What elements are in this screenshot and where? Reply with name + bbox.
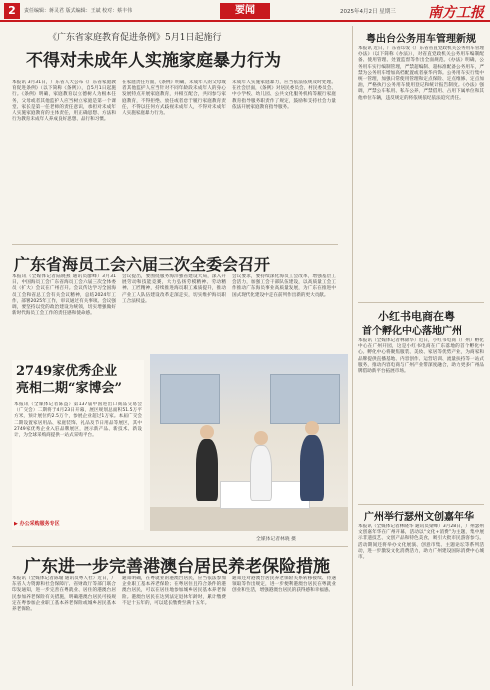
photo-person-1-head — [200, 425, 214, 439]
vehicle-headline: 粤出台公务用车管理新规 — [366, 34, 476, 45]
lead-column-3-text: 未成年人实施家庭暴力，应当依法依规及时处理。在社会层面，《条例》对居民委员会、村民委员会、中小学校、幼儿园、公共文化服务机构等履行家庭教育指导服务职责作了规定，鼓励和支持社会力量依法开展家庭教育指导服务。 — [232, 80, 336, 110]
carnival-body-text: 本报讯（全媒体记者林晓华 通讯员梁峰）3月28日，广州瑟州文创嘉年华在广州开幕，活动以“文化+消费”为主题，集中展示非遗技艺、文创产品和特色美食，吸引大批市民游客参与。活动期间还将举办文化展演、创意市集、主题论坛等系列活动，进一步激发文化消费活力，助力广州建设国际消费中心城市。 — [358, 524, 484, 561]
expo-body — [14, 402, 142, 518]
section-label: 要闻 — [220, 3, 270, 19]
xhs-headline-line1: 小红书电商在粤 — [378, 310, 455, 323]
union-column-3 — [232, 274, 336, 354]
union-column-3-text: 会议要求，要持续深化海员工会改革，增强基层工会活力，加强工会干部队伍建设，以高质量工会工作推动广东海员事业高质量发展，为广东在推进中国式现代化建设中走在前列作出新的更大贡献。 — [232, 274, 336, 298]
union-meeting-headline: 广东省海员工会六届三次全委会召开 — [14, 255, 271, 274]
section-divider — [12, 244, 338, 245]
photo-floor — [150, 507, 348, 531]
xhs-body-text: 本报讯（全媒体记者林锦华）近日，小红书电商（广州）孵化中心在广州开园，这是小红书电商在广东落地的首个孵化中心。孵化中心将聚焦服装、美妆、家居等优势产业，为商家和品牌提供直播基地、内容创作、运营培训、流量扶持等一站式服务，推动内容电商与广州产业带深度融合，助力更多广州品牌借助新平台拓展市场。 — [358, 338, 484, 375]
expo-photo — [150, 354, 348, 531]
editor-credits: 责任编辑：蒋灵君 版式编辑：王斌 校对：蔡丰伟 — [24, 8, 133, 14]
expo-headline-line2: 亮相二期“家博会” — [16, 381, 122, 396]
lead-column-3 — [232, 80, 336, 238]
expo-headline-line1: 2749家优秀企业 — [16, 364, 118, 379]
pension-column-1-text: 本报讯（全媒体记者陈瑜 通讯员粤人社）近日，广东省人力资源和社会保障厅、省财政厅等部门联合印发通知，进一步完善在粤就业、居住的港澳台居民参加养老保险有关措施，明确港澳台居民可按规定在粤参加企业职工基本养老保险或城乡居民基本养老保险。 — [12, 576, 116, 613]
lead-headline: 不得对未成年人实施家庭暴力行为 — [26, 51, 281, 71]
vehicle-body — [358, 46, 484, 298]
pension-column-3-text: 通知还对港澳台居民养老保险关系转移接续、待遇领取等作出规定，进一步便利港澳台居民在粤就业创业和生活，增强港澳台居民的获得感和幸福感。 — [232, 576, 336, 594]
pension-column-2 — [122, 576, 226, 684]
carnival-headline: 广州举行瑟州文创嘉年华 — [364, 512, 474, 523]
right-divider-2 — [358, 504, 484, 505]
pension-column-2-text: 通知明确，在粤就业的港澳台居民，应当依法参加企业职工基本养老保险；在粤居住且符合条件的港澳台居民，可以在居住地参加城乡居民基本养老保险。港澳台居民在达到法定退休年龄时，累计缴费不足十五年的，可以延长缴费至满十五年。 — [122, 576, 226, 606]
expo-body-text: 本报讯（全媒体记者陈益）第137届中国进出口商品交易会（广交会）二期将于4月23日开幕，展区规划总面积51.5万平方米，预计展位约2.5万个，参展企业超过1万家。本届广交会二期设置家居用品、家庭装饰、礼品及节日用品等展区，其中2749家优秀企业入驻品牌展区，展示新产品、新技术、新设计，为全球采购商提供一站式采购平台。 — [14, 402, 142, 439]
photo-display-shelf-right — [270, 374, 340, 424]
union-column-1-text: 本报讯（全媒体记者陆晓燕 通讯员廖峰）3月31日，中国海员工会广东省海员工会六届三次全体委员（扩大）会议在广州召开。会议传达学习全国海员工会和省总工会有关会议精神，总结2024年工作，部署2025年工作，审议通过有关事项。会议强调，要坚持以党的政治建设为统领，切实增强做好新时代海员工会工作的责任感和使命感。 — [12, 274, 116, 317]
lead-column-1-text: 本报讯 3月31日，广东省人大公布《广东省家庭教育促进条例》（以下简称《条例》），自5月1日起施行。《条例》明确，家庭教育以立德树人为根本任务，父母或者其他监护人应当树立家庭是第一个课堂、家长是第一任老师的责任意识，承担对未成年人实施家庭教育的主体责任，用正确思想、方法和行为教育未成年人养成良好思想、品行和习惯。 — [12, 80, 116, 123]
photo-caption: 全媒体记者林晓 摄 — [256, 537, 296, 542]
lead-column-2-text: 在家庭责任方面，《条例》明确，未成年人的父母或者其他监护人应当针对不同年龄段未成年人的身心发展特点开展家庭教育，并相互配合，共同参与家庭教育，不得拒绝、放任或者怠于履行家庭教育责任，不得以任何方式歧视未成年人，不得对未成年人实施家庭暴力行为。 — [122, 80, 226, 117]
lead-column-2 — [122, 80, 226, 238]
related-link[interactable]: ▶ 办公采购服务专区 — [14, 521, 60, 527]
masthead-logo: 南方工报 — [428, 5, 484, 21]
union-column-2 — [122, 274, 226, 354]
right-column-divider — [352, 26, 353, 686]
right-divider-1 — [358, 302, 484, 303]
issue-date: 2025年4月2日 星期三 — [340, 9, 396, 15]
carnival-body — [358, 524, 484, 684]
photo-person-2 — [250, 445, 272, 501]
photo-person-2-head — [254, 431, 268, 445]
section-divider-2 — [12, 546, 348, 547]
page-number: 2 — [4, 3, 20, 19]
photo-person-1 — [196, 439, 218, 501]
pension-headline: 广东进一步完善港澳台居民养老保险措施 — [24, 557, 330, 577]
lead-kicker: 《广东省家庭教育促进条例》5月1日起施行 — [48, 33, 222, 43]
photo-person-3 — [300, 435, 324, 501]
page-header — [0, 0, 490, 22]
xhs-headline-line2: 首个孵化中心落地广州 — [362, 326, 462, 337]
pension-column-3 — [232, 576, 336, 684]
photo-person-3-head — [305, 421, 319, 435]
photo-display-shelf-left — [160, 374, 220, 424]
pension-column-1 — [12, 576, 116, 684]
union-column-2-text: 会议提出，要围绕服务海洋强省建设大局，深入开展劳动和技能竞赛，大力弘扬劳模精神、劳动精神、工匠精神，持续推进海员职工素质提升，推动产业工人队伍建设改革走深走实，切实维护海员职工合法权益。 — [122, 274, 226, 304]
xhs-body — [358, 338, 484, 498]
lead-column-1 — [12, 80, 116, 238]
union-column-1 — [12, 274, 116, 354]
vehicle-body-text: 本报讯 近日，广东省印发《广东省省直党政机关公务用车管理办法》（以下简称《办法》），对省直党政机关公务用车编制配备、使用管理、处置监督等作出全面规范。《办法》明确，公务用车实行编制管理，严禁超编制、超标准配备公务用车，严禁为公务用车增加高档配置或者豪华内饰。公务用车实行集中统一管理，加强日常使用管理和定点保险、定点维修、定点加油，严格执行公务用车使用登记和统计报告制度。《办法》强调，严禁公车私用、私车公养，严禁借用、占用下属单位和其他单位车辆，违反规定的将依规依纪依法追究责任。 — [358, 46, 484, 101]
